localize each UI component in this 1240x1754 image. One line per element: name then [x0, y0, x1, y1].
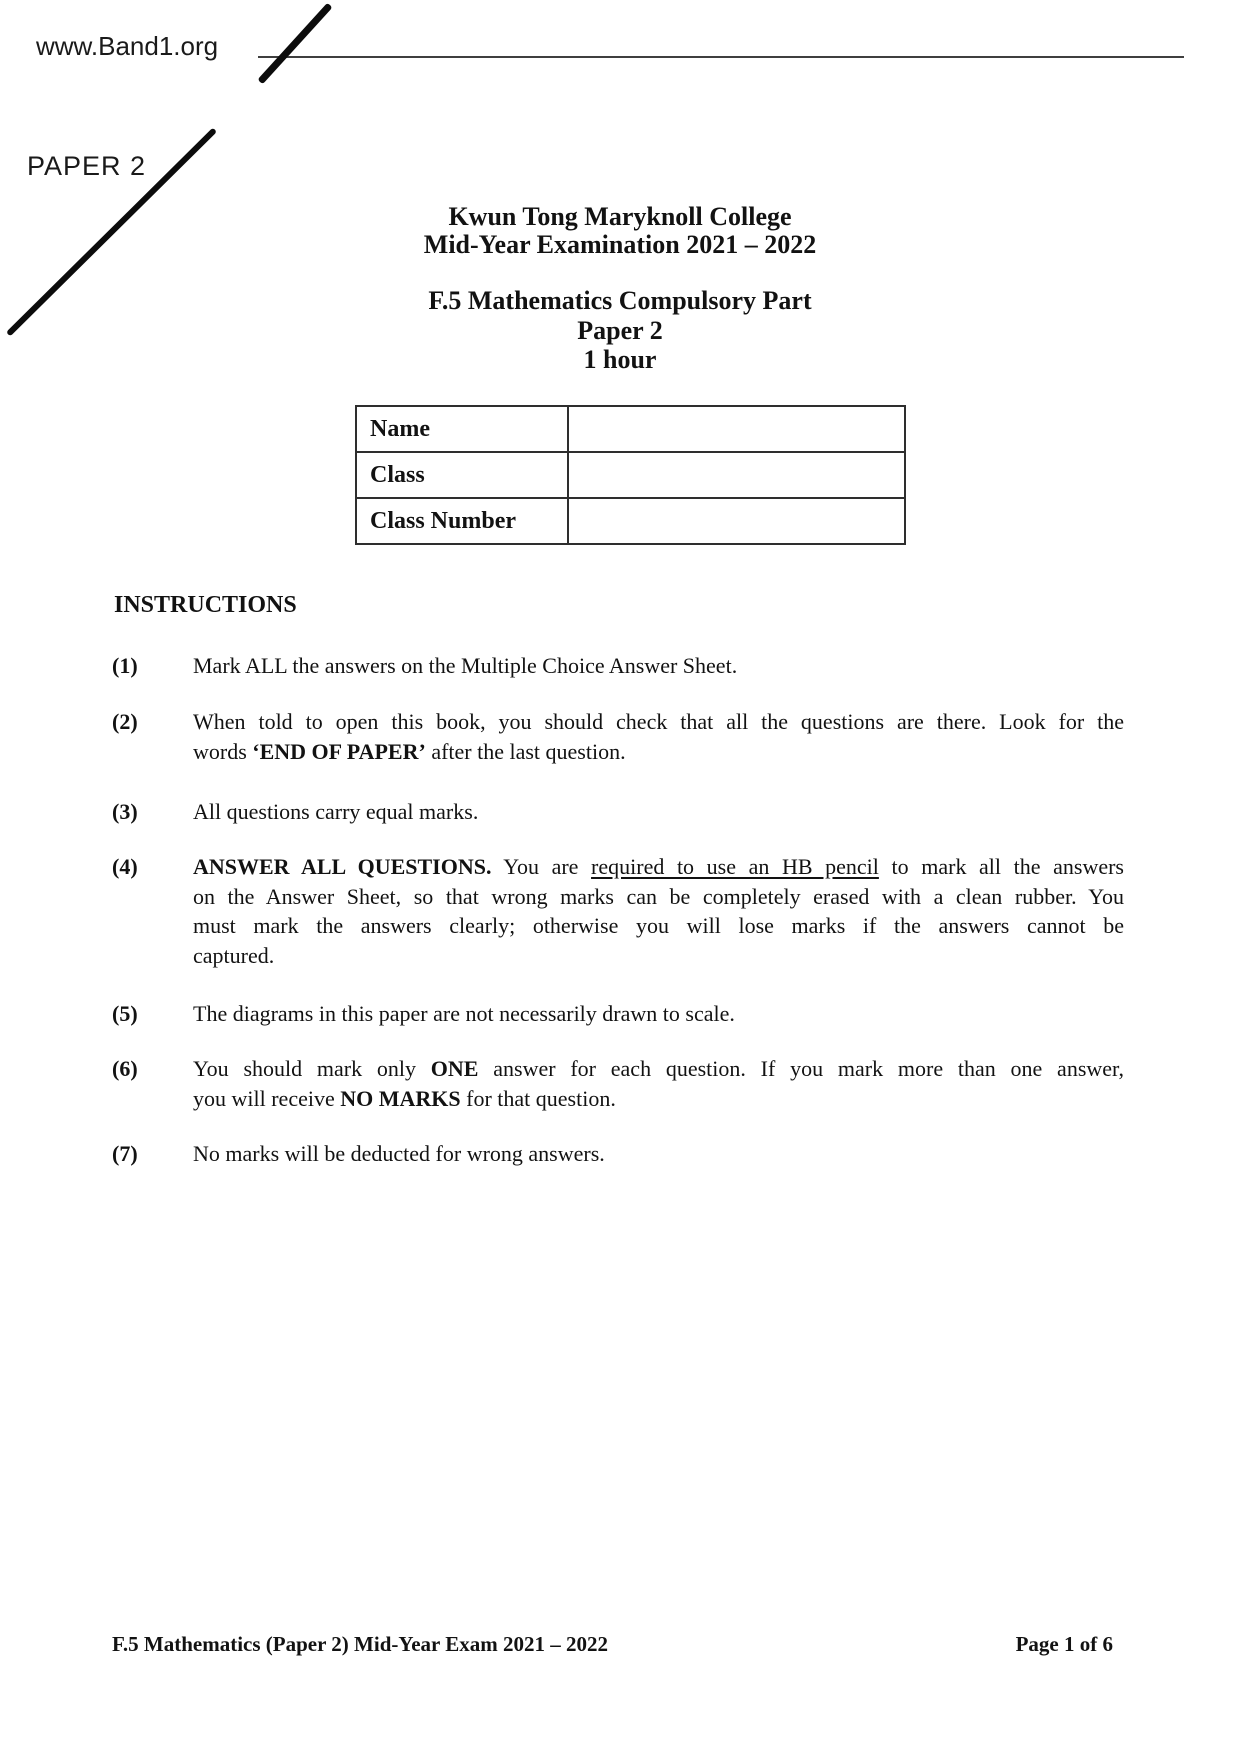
instruction-line: Mark ALL the answers on the Multiple Choice Answer Sheet.	[193, 653, 738, 678]
subject-title: F.5 Mathematics Compulsory Part	[428, 286, 812, 315]
instruction-item	[112, 707, 1124, 766]
instruction-line: captured.	[193, 942, 275, 968]
instruction-line: All questions carry equal marks.	[193, 799, 479, 824]
student-info-table	[355, 405, 906, 545]
name-value-cell	[568, 406, 905, 452]
subtitle-block	[0, 286, 1240, 375]
page-footer	[112, 1632, 1113, 1657]
diagonal-slash-top-icon	[257, 3, 332, 85]
instruction-line: You should mark only ONE answer for each question. If you mark more than one answer,	[193, 1056, 1124, 1081]
instruction-line: you will receive NO MARKS for that question.	[193, 1085, 616, 1111]
instruction-item	[112, 999, 1124, 1029]
instruction-item	[112, 651, 1124, 681]
instruction-line: No marks will be deducted for wrong answers.	[193, 1141, 605, 1166]
instruction-number: (7)	[112, 1141, 138, 1166]
name-label: Name	[356, 406, 568, 452]
instruction-item	[112, 1139, 1124, 1169]
instruction-item	[112, 852, 1124, 970]
table-row-class-number	[356, 498, 905, 544]
instructions-heading: INSTRUCTIONS	[114, 592, 297, 618]
paper-number: Paper 2	[577, 315, 663, 345]
instruction-item	[112, 797, 1124, 827]
instruction-number: (1)	[112, 653, 138, 678]
exam-name: Mid-Year Examination 2021 – 2022	[423, 230, 817, 259]
footer-document-title: F.5 Mathematics (Paper 2) Mid-Year Exam 2021 – 2022	[112, 1632, 608, 1656]
table-row-class	[356, 452, 905, 498]
title-block	[0, 203, 1240, 259]
exam-duration: 1 hour	[583, 345, 657, 374]
class-value-cell	[568, 452, 905, 498]
class-number-value-cell	[568, 498, 905, 544]
watermark: www.Band1.org	[36, 31, 219, 61]
header-rule	[258, 56, 1184, 58]
instruction-number: (3)	[112, 799, 138, 824]
instruction-number: (5)	[112, 1001, 138, 1026]
instruction-number: (4)	[112, 854, 138, 879]
instruction-line: on the Answer Sheet, so that wrong marks can be completely erased with a clean rubber. You	[193, 883, 1124, 909]
table-row-name	[356, 406, 905, 452]
instruction-line: ANSWER ALL QUESTIONS. You are required to use an HB pencil to mark all the answers	[193, 854, 1124, 879]
instruction-number: (6)	[112, 1056, 138, 1081]
instruction-number: (2)	[112, 709, 138, 734]
instruction-line: The diagrams in this paper are not necessarily drawn to scale.	[193, 1001, 735, 1026]
footer-page-number: Page 1 of 6	[1015, 1632, 1113, 1656]
school-name: Kwun Tong Maryknoll College	[448, 202, 792, 231]
class-label: Class	[356, 452, 568, 498]
class-number-label: Class Number	[356, 498, 568, 544]
instruction-line: must mark the answers clearly; otherwise you will lose marks if the answers cannot be	[193, 913, 1124, 938]
instruction-item	[112, 1054, 1124, 1113]
instruction-line: words ‘END OF PAPER’ after the last question.	[193, 738, 626, 764]
paper-label: PAPER 2	[27, 151, 147, 181]
instruction-line: When told to open this book, you should check that all the questions are there. Look for the	[193, 709, 1124, 734]
